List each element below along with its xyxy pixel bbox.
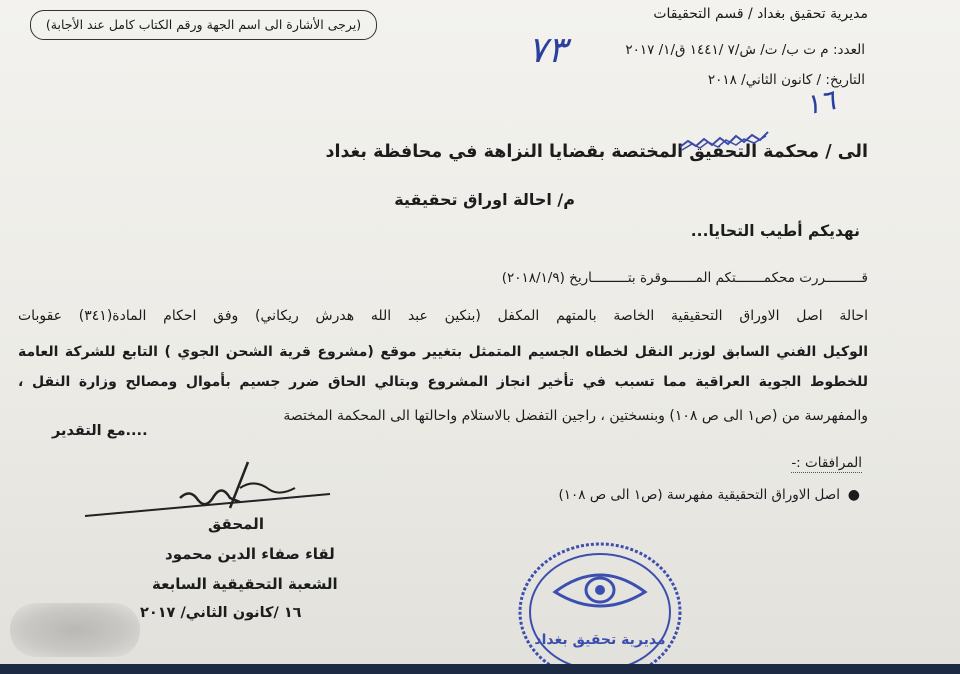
signatory-name: لقاء صفاء الدين محمود <box>165 545 335 563</box>
handwritten-reference-number: ٧٣ <box>528 30 567 71</box>
letter-greeting: نهديكم أطيب التحايا... <box>690 222 860 240</box>
signatory-unit: الشعبة التحقيقية السابعة <box>152 575 338 593</box>
signatory-title: المحقق <box>208 515 264 533</box>
date-label: التاريخ: <box>825 72 865 88</box>
body-line: والمفهرسة من (ص١ الى ص ١٠٨) وبنسختين ، راجين التفضل بالاستلام واحالتها الى المحكمة المختصة <box>283 408 868 424</box>
attachment-item: اصل الاوراق التحقيقية مفهرسة (ص١ الى ص ١٠٨) <box>558 487 840 503</box>
official-stamp <box>515 540 685 664</box>
court-decision-line: قـــــــــررت محكمـــــــتكم المـــــــوقرة بتـــــــــاريخ (٢٠١٨/١/٩) <box>501 270 868 286</box>
handwritten-date-day: ١٦ <box>801 83 839 122</box>
letter-addressee: الى / محكمة التحقيق المختصة بقضايا النزاهة في محافظة بغداد <box>325 142 868 162</box>
document-date <box>708 72 865 88</box>
stamp-text: مديرية تحقيق بغداد <box>534 632 666 648</box>
closing-regards: ....مع التقدير <box>52 423 148 439</box>
bullet-icon: ● <box>847 487 860 503</box>
reference-number <box>625 42 865 58</box>
body-line: الوكيل الفني السابق لوزير النقل لخطاه الجسيم المتمثل بتغيير موقع (مشروع قرية الشحن الجوي ) التابع للشركة العامة <box>18 344 868 360</box>
redacted-blur <box>10 603 140 657</box>
body-line: للخطوط الجوية العراقية مما تسبب في تأخير انجاز المشروع وبتالي الحاق ضرر جسيم بأموال ومصالح وزارة النقل ، <box>18 374 868 390</box>
signature-date: ١٦ /كانون الثاني/ ٢٠١٧ <box>140 605 302 621</box>
department-header: مديرية تحقيق بغداد / قسم التحقيقات <box>653 6 868 22</box>
attachments-heading: المرافقات :- <box>791 455 862 471</box>
date-value: / كانون الثاني/ ٢٠١٨ <box>707 72 822 88</box>
reference-value: م ت ب/ ت/ ش/٧ /١٤٤١ ق/١/ ٢٠١٧ <box>625 42 829 58</box>
photo-bottom-edge <box>0 664 960 674</box>
reference-label: العدد: <box>832 42 865 58</box>
body-line: احالة اصل الاوراق التحقيقية الخاصة بالمتهم المكفل (بنكين عبد الله هدرش ريكاني) وفق احكام المادة(٣٤١) عقوبات <box>18 308 869 324</box>
letter-subject: م/ احالة اوراق تحقيقية <box>394 190 575 209</box>
reply-instruction-note: (يرجى الأشارة الى اسم الجهة ورقم الكتاب كامل عند الأجابة) <box>30 10 377 40</box>
ink-scribble <box>678 127 770 153</box>
